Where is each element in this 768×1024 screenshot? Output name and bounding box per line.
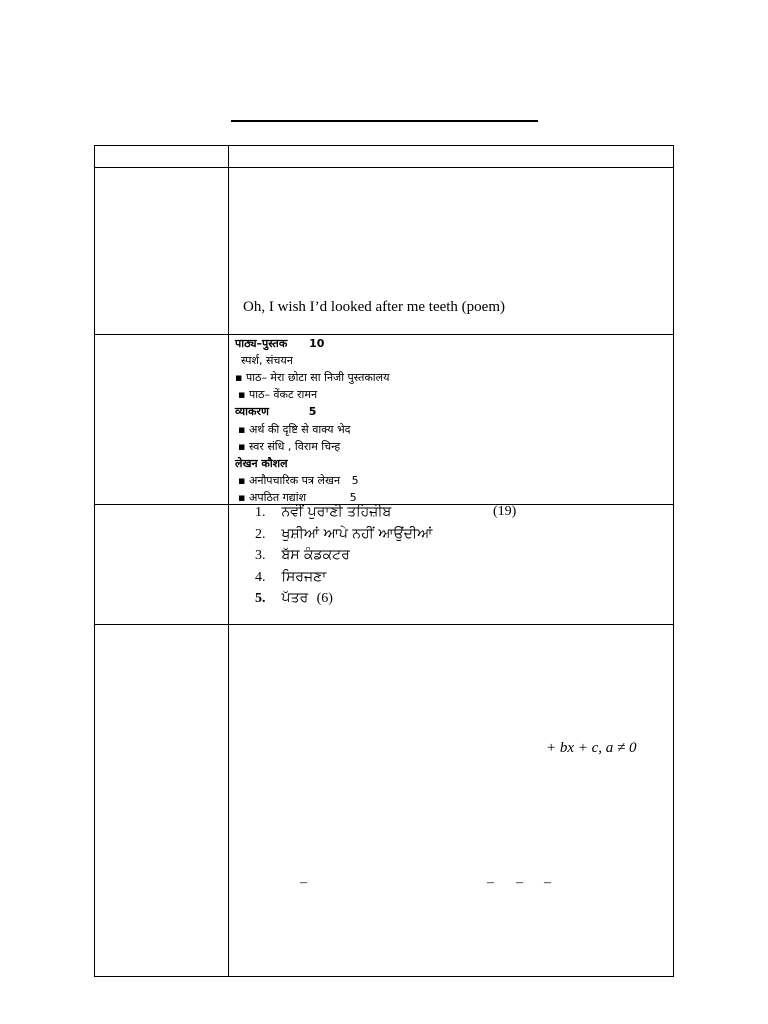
item-marks: (6) <box>316 591 333 606</box>
punjabi-item-4 <box>255 569 326 586</box>
hindi-books: स्पर्श, संचयन <box>241 354 293 367</box>
dash-2: – <box>487 875 494 890</box>
item-number: 4. <box>255 570 266 585</box>
item-text: ਬੱਸ ਕੰਡਕਟਰ <box>281 547 350 563</box>
hindi-grammar-1: ▪ अर्थ की दृष्टि से वाक्य भेद <box>238 423 351 436</box>
hindi-writing-2 <box>238 490 357 505</box>
hindi-lesson-1: ▪ पाठ– मेरा छोटा सा निजी पुस्तकालय <box>235 371 390 384</box>
item-number: 1. <box>255 505 266 520</box>
hindi-cell <box>235 336 655 502</box>
item-text: ਪੱਤਰ <box>281 590 309 606</box>
writing-1-text: ▪ अनौपचारिक पत्र लेखन <box>238 474 341 487</box>
writing-1-marks: 5 <box>351 474 359 487</box>
hindi-textbook-heading <box>235 336 324 351</box>
item-text: ਸਿਰਜਣਾ <box>281 569 327 585</box>
hindi-writing-1 <box>238 473 359 488</box>
punjabi-item-2 <box>255 526 432 543</box>
header-row-divider <box>95 167 673 168</box>
title-underline <box>231 120 538 122</box>
punjabi-item-1 <box>255 504 517 521</box>
grammar-marks: 5 <box>308 405 317 418</box>
dash-4: – <box>544 875 551 890</box>
hindi-grammar-2: ▪ स्वर संधि , विराम चिन्ह <box>238 440 341 453</box>
dash-3: – <box>516 875 523 890</box>
hindi-writing-heading: लेखन कौशल <box>235 457 288 470</box>
item-text: ਨਵੀਂ ਪੁਰਾਣੀ ਤਹਿਜ਼ੀਬ <box>281 504 392 520</box>
row-divider-english <box>95 334 673 335</box>
item-marks: (19) <box>493 504 517 519</box>
quadratic-expression: + bx + c, a ≠ 0 <box>546 740 637 756</box>
punjabi-item-3 <box>255 547 350 564</box>
row-divider-punjabi <box>95 624 673 625</box>
writing-2-marks: 5 <box>349 491 357 504</box>
textbook-heading-text: पाठ्य–पुस्तक <box>235 337 288 350</box>
item-number: 5. <box>255 591 266 606</box>
hindi-lesson-2: ▪ पाठ– वेंकट रामन <box>238 388 318 401</box>
textbook-marks: 10 <box>309 337 325 350</box>
dash-1: – <box>300 875 307 890</box>
item-number: 2. <box>255 527 266 542</box>
syllabus-table <box>94 145 674 977</box>
english-item: Oh, I wish I’d looked after me teeth (poem) <box>243 299 505 315</box>
punjabi-item-5 <box>255 590 333 607</box>
hindi-grammar-heading <box>235 404 316 419</box>
writing-2-text: ▪ अपठित गद्यांश <box>238 491 307 504</box>
item-number: 3. <box>255 548 266 563</box>
column-divider <box>228 146 229 976</box>
grammar-heading-text: व्याकरण <box>235 405 269 418</box>
item-text: ਖੁਸ਼ੀਆਂ ਆਪੇ ਨਹੀਂ ਆਉਂਦੀਆਂ <box>281 526 433 542</box>
